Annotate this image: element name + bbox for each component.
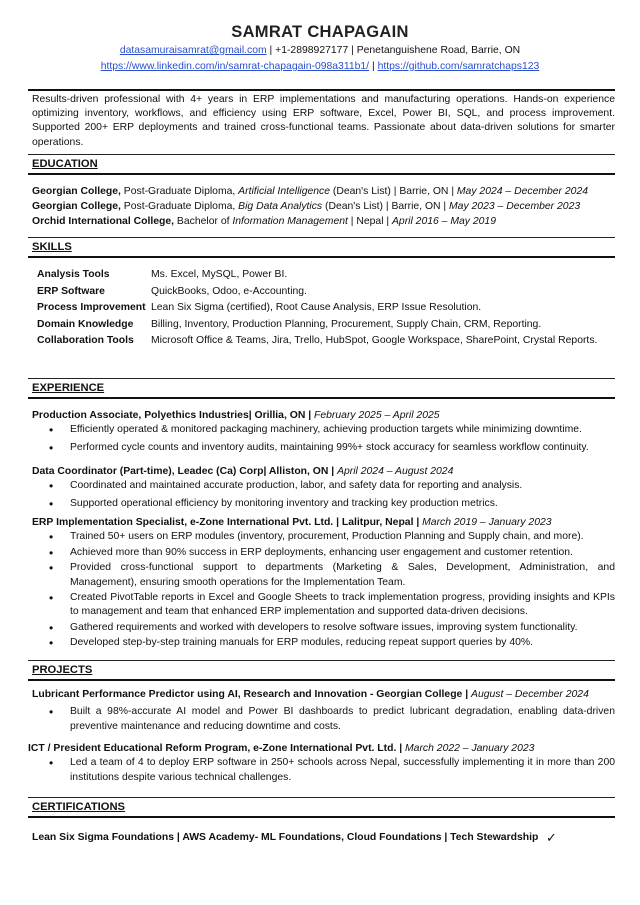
bullet-item: • Created PivotTable reports in Excel and Google Sheets to track implementation progress, providing insights and KPIs to management and team that enhanced ERP implementation and supported data-driven decisions. — [32, 591, 615, 620]
section-top-rule — [28, 378, 615, 379]
job-bullets — [32, 479, 615, 511]
project-bullets — [32, 705, 615, 734]
email-link[interactable]: datasamuraisamrat@gmail.com — [119, 45, 267, 56]
linkedin-link[interactable]: https://www.linkedin.com/in/samrat-chapagain-098a311b1/ — [100, 61, 370, 72]
contact-line — [0, 43, 640, 58]
project-title: ICT / President Educational Reform Program, e-Zone International Pvt. Ltd. | March 2022 – January 2023 — [28, 743, 535, 754]
project-entry — [28, 742, 615, 785]
job-title: Production Associate, Polyethics Industries| Orillia, ON | February 2025 – April 2025 — [32, 410, 440, 421]
project-title: Lubricant Performance Predictor using AI, Research and Innovation - Georgian College | August – December 2024 — [32, 689, 589, 700]
education-entry: Georgian College, Post-Graduate Diploma, Big Data Analytics (Dean's List) | Barrie, ON | May 2023 – December 2023 — [32, 201, 581, 212]
bullet-item: • Efficiently operated & monitored packaging machinery, achieving production targets while minimizing downtime. — [32, 423, 615, 437]
bullet-item: • Coordinated and maintained accurate production, labor, and safety data for reporting and analysis. — [32, 479, 615, 493]
certifications-list: Lean Six Sigma Foundations | AWS Academy- ML Foundations, Cloud Foundations | Tech Stewardship — [32, 832, 539, 843]
section-bottom-rule — [28, 679, 615, 681]
job-bullets — [32, 423, 615, 455]
certifications-heading: CERTIFICATIONS — [32, 801, 126, 813]
professional-summary: Results-driven professional with 4+ years in ERP implementations and manufacturing operations. Hands-on experience optimizing inventory, workflows, and efficiency using ERP software, Excel, Power BI, SQL, and process improvement. Supported 200+ ERP deployments and trained cross-functional teams. Passionate about data-driven solutions for smarter operations. — [32, 94, 615, 148]
experience-entry — [32, 409, 615, 455]
project-entry — [32, 688, 615, 734]
profile-links — [0, 59, 640, 74]
skill-row: Collaboration Tools Microsoft Office & Teams, Jira, Trello, HubSpot, Google Workspace, SharePoint, Crystal Reports. — [37, 335, 598, 347]
bullet-item: • Built a 98%-accurate AI model and Power BI dashboards to predict lubricant degradation, enabling data-driven preventive maintenance and reducing downtime and costs. — [32, 705, 615, 734]
bullet-item: • Provided cross-functional support to departments (Marketing & Sales, Development, Administration, and Management), ensuring smooth operations for the Implementation Team. — [32, 561, 615, 590]
github-link[interactable]: https://github.com/samratchaps123 — [377, 61, 540, 72]
projects-heading: PROJECTS — [32, 664, 93, 676]
section-top-rule — [28, 237, 615, 238]
bullet-item: • Gathered requirements and worked with developers to resolve software issues, improving system functionality. — [32, 621, 615, 635]
bullet-item: • Trained 50+ users on ERP modules (inventory, procurement, Production Planning and Supply chain, and more). — [32, 530, 615, 544]
skill-row: ERP Software QuickBooks, Odoo, e-Accounting. — [37, 285, 307, 297]
skill-row: Domain Knowledge Billing, Inventory, Production Planning, Procurement, Supply Chain, CRM, Reporting. — [37, 318, 542, 330]
education-entry: Georgian College, Post-Graduate Diploma, Artificial Intelligence (Dean's List) | Barrie, ON | May 2024 – December 2024 — [32, 186, 589, 197]
section-top-rule — [28, 154, 615, 155]
job-title: ERP Implementation Specialist, e-Zone International Pvt. Ltd. | Lalitpur, Nepal | March 2019 – January 2023 — [32, 517, 552, 528]
job-title: Data Coordinator (Part-time), Leadec (Ca) Corp| Alliston, ON | April 2024 – August 2024 — [32, 466, 454, 477]
section-bottom-rule — [28, 397, 615, 399]
bullet-item: • Led a team of 4 to deploy ERP software in 250+ schools across Nepal, successfully implementing it in more than 200 institutions despite various technical challenges. — [32, 756, 615, 785]
resume-header — [0, 0, 640, 74]
education-entry: Orchid International College, Bachelor of Information Management | Nepal | April 2016 – May 2019 — [32, 216, 496, 227]
section-bottom-rule — [28, 816, 615, 818]
section-bottom-rule — [28, 173, 615, 175]
skills-table — [37, 268, 597, 351]
experience-heading: EXPERIENCE — [32, 382, 105, 394]
bullet-item: • Developed step-by-step training manuals for ERP modules, reducing repeat support queries by 40%. — [32, 636, 615, 650]
project-bullets — [32, 756, 615, 785]
education-heading: EDUCATION — [32, 158, 98, 170]
section-top-rule — [28, 660, 615, 661]
bullet-item: • Performed cycle counts and inventory audits, maintaining 99%+ stock accuracy for seamless workflow continuity. — [32, 441, 615, 455]
experience-entry — [32, 465, 615, 511]
phone-address: | +1-2898927177 | Penetanguishene Road, Barrie, ON — [266, 45, 521, 56]
bullet-item: • Achieved more than 90% success in ERP deployments, enhancing user engagement and customer retention. — [32, 546, 615, 560]
job-bullets — [32, 530, 615, 650]
candidate-name: SAMRAT CHAPAGAIN — [231, 23, 409, 41]
skills-heading: SKILLS — [32, 241, 72, 253]
checkmark-icon: ✓ — [546, 830, 557, 845]
bullet-item: • Supported operational efficiency by monitoring inventory and tracking key production metrics. — [32, 497, 615, 511]
skill-row: Analysis Tools Ms. Excel, MySQL, Power BI. — [37, 269, 288, 280]
header-divider — [28, 89, 615, 91]
skill-row: Process Improvement Lean Six Sigma (certified), Root Cause Analysis, ERP Issue Resolution. — [37, 302, 482, 314]
section-bottom-rule — [28, 256, 615, 258]
experience-entry — [32, 516, 615, 651]
section-top-rule — [28, 797, 615, 798]
link-separator: | — [369, 61, 378, 72]
